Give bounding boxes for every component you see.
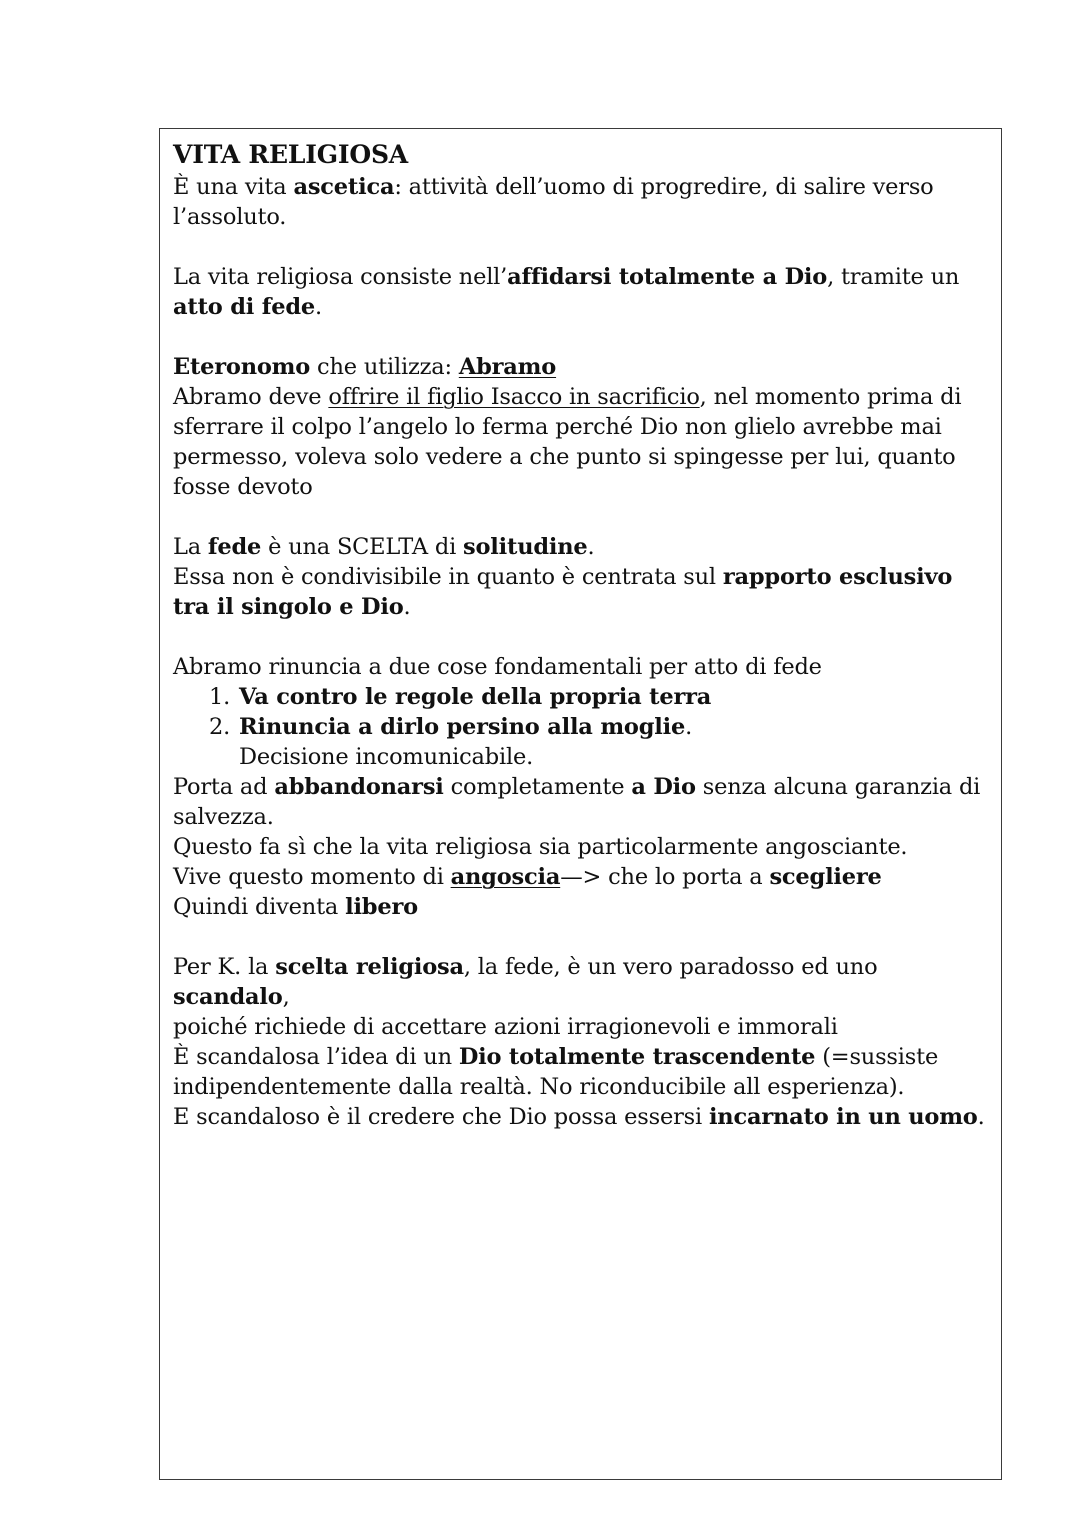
paragraph-scandal: Per K. la scelta religiosa, la fede, è un vero paradosso ed uno scandalo, <box>173 954 878 1010</box>
paragraph-abraham-sacrifice: Abramo deve offrire il figlio Isacco in sacrificio, nel momento prima di sferrare il colpo l’angelo lo ferma perché Dio non glielo avrebbe mai permesso, voleva solo vedere a che punto si spingesse per lui, quanto fosse devoto <box>173 384 962 500</box>
renunciation-list <box>173 682 991 742</box>
list-item: 1. Va contro le regole della propria terra <box>237 682 991 712</box>
paragraph-exclusive-relation: Essa non è condivisibile in quanto è centrata sul rapporto esclusivo tra il singolo e Dio. <box>173 564 953 620</box>
paragraph-abandon: Porta ad abbandonarsi completamente a Dio senza alcuna garanzia di salvezza. <box>173 774 981 830</box>
paragraph-anguish-life: Questo fa sì che la vita religiosa sia particolarmente angosciante. <box>173 834 908 860</box>
paragraph-religious-life: La vita religiosa consiste nell’affidarsi totalmente a Dio, tramite un atto di fede. <box>173 264 960 320</box>
paragraph-ascetic-life: È una vita ascetica: attività dell’uomo di progredire, di salire verso l’assoluto. <box>173 174 934 230</box>
paragraph-irrational-actions: poiché richiede di accettare azioni irragionevoli e immorali <box>173 1014 838 1040</box>
document-body <box>173 138 991 1132</box>
paragraph-heteronomous: Eteronomo che utilizza: Abramo <box>173 354 557 380</box>
paragraph-transcendent-god: È scandalosa l’idea di un Dio totalmente trascendente (=sussiste indipendentemente dalla realtà. No riconducibile all esperienza). <box>173 1044 939 1100</box>
page-title: VITA RELIGIOSA <box>173 140 409 169</box>
paragraph-incommunicable: Decisione incomunicabile. <box>239 744 534 770</box>
paragraph-anguish-choice: Vive questo momento di angoscia—> che lo porta a scegliere <box>173 864 882 890</box>
paragraph-faith-solitude: La fede è una SCELTA di solitudine. <box>173 534 595 560</box>
paragraph-free: Quindi diventa libero <box>173 894 418 920</box>
list-item: 2. Rinuncia a dirlo persino alla moglie. <box>237 712 991 742</box>
paragraph-incarnation: E scandaloso è il credere che Dio possa essersi incarnato in un uomo. <box>173 1104 985 1130</box>
paragraph-abraham-renounces: Abramo rinuncia a due cose fondamentali per atto di fede <box>173 654 822 680</box>
